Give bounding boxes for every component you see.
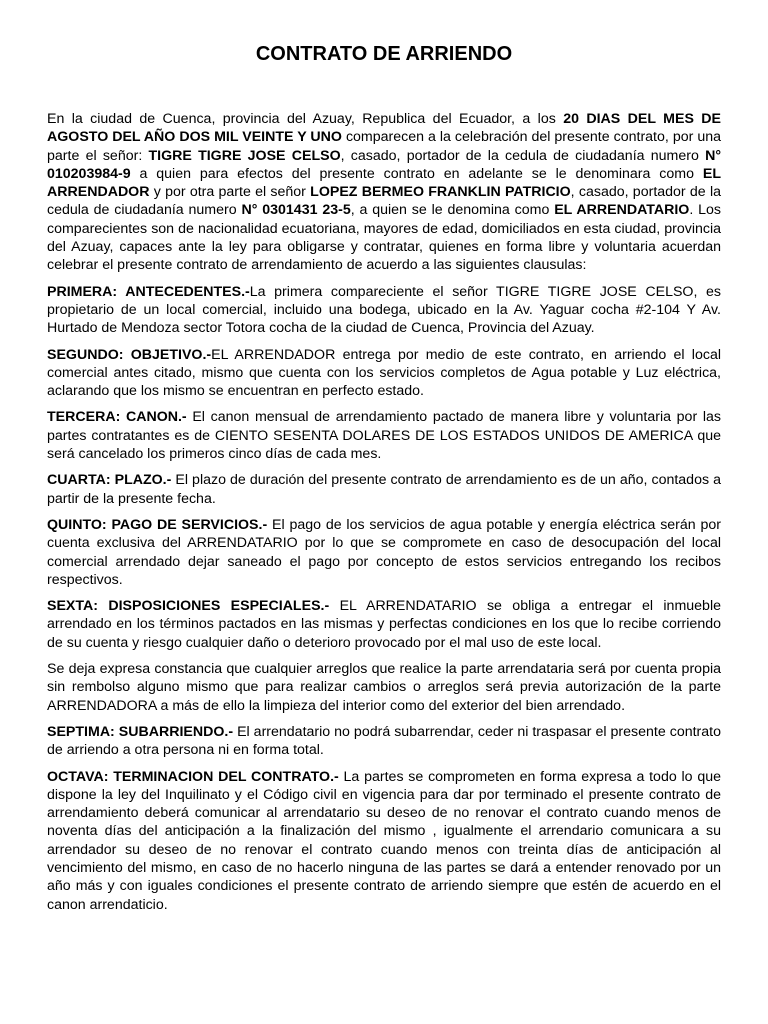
lessee-name: LOPEZ BERMEO FRANKLIN PATRICIO	[310, 184, 571, 201]
lessor-role: EL ARRENDADOR	[47, 165, 721, 201]
clause-text: EL ARRENDADOR entrega por medio de este contrato, en arriendo el local comercial antes citado, mismo que cuenta con los servicios completos de Agua potable y Luz eléctrica, aclarando que los mismo se encuentran en perfecto estado.	[47, 346, 721, 400]
clause-sexta-continued	[47, 660, 721, 715]
intro-text: En la ciudad de Cuenca, provincia del Azuay, Republica del Ecuador, a los	[47, 111, 564, 127]
clause-text: Se deja expresa constancia que cualquier arreglos que realice la parte arrendataria será por cuenta propia sin rembolso alguno mismo que para realizar cambios o arreglos será previa autorización de la parte ARRENDADORA a más de ello la limpieza del interior como del exterior del bien arrendado.	[47, 661, 721, 714]
clause-heading: SEPTIMA: SUBARRIENDO.-	[47, 723, 234, 740]
intro-paragraph	[47, 110, 721, 275]
clause-heading: QUINTO: PAGO DE SERVICIOS.-	[47, 516, 268, 533]
intro-date: 20 DIAS DEL MES DE AGOSTO DEL AÑO DOS MIL VEINTE Y UNO	[47, 111, 722, 146]
clause-text: El arrendatario no podrá subarrendar, ceder ni traspasar el presente contrato de arriendo a otra persona ni en forma total.	[47, 723, 721, 759]
intro-text: a quien para efectos del presente contrato en adelante se le denominara como	[130, 165, 703, 182]
intro-text: y por otra parte el señor	[149, 184, 311, 201]
clause-primera	[47, 283, 721, 338]
clause-text: La partes se comprometen en forma expresa a todo lo que dispone la ley del Inquilinato y el Código civil en vigencia para dar por terminado el presente contrato de arrendamiento deberá comunicar al arrendatario su deseo de no renovar el contrato cuando menos de noventa días del anticipación a la finalización del mismo , igualmente el arrendario comunicara a su arrendador su deseo de no renovar el contrato cuando menos con treinta días de anticipación al vencimiento del mismo, en caso de no hacerlo ninguna de las partes se dará a entender renovado por un año más y con iguales condiciones el presente contrato de arriendo siempre que estén de acuerdo en el canon arrendaticio.	[47, 768, 721, 913]
intro-text: , casado, portador de la cedula de ciudadanía numero	[47, 184, 721, 219]
clause-heading: SEGUNDO: OBJETIVO.-	[47, 346, 212, 363]
intro-text: . Los comparecientes son de nacionalidad ecuatoriana, mayores de edad, domiciliados en esta ciudad, provincia del Azuay, capaces ante la ley para obligarse y contratar, quienes en forma libre y voluntaria acuerdan celebrar el presente contrato de arrendamiento de acuerdo a las siguientes clausulas:	[47, 202, 721, 274]
clause-heading: OCTAVA: TERMINACION DEL CONTRATO.-	[47, 768, 339, 785]
lessee-role: EL ARRENDATARIO	[554, 202, 690, 219]
clause-tercera	[47, 408, 721, 463]
clause-heading: SEXTA: DISPOSICIONES ESPECIALES.-	[47, 598, 330, 615]
lessee-id-number: N° 0301431 23-5	[241, 202, 351, 219]
contract-page	[47, 40, 721, 922]
intro-text: comparecen a la celebración del presente contrato, por una parte el señor:	[47, 129, 721, 164]
clause-text: EL ARRENDATARIO se obliga a entregar el inmueble arrendado en los términos pactados en las mismas y perfectas condiciones en los que lo recibe corriendo de su cuenta y riesgo cualquier daño o deterioro provocado por el mal uso de este local.	[47, 598, 721, 651]
clause-text: La primera compareciente el señor TIGRE TIGRE JOSE CELSO, es propietario de un local comercial, incluido una bodega, ubicado en la Av. Yaguar cocha #2-104 Y Av. Hurtado de Mendoza sector Totora cocha de la ciudad de Cuenca, Provincia del Azuay.	[47, 283, 721, 337]
document-title: CONTRATO DE ARRIENDO	[255, 43, 513, 65]
clause-text: El plazo de duración del presente contrato de arrendamiento es de un año, contados a partir de la presente fecha.	[47, 472, 721, 507]
clause-cuarta	[47, 471, 721, 508]
clause-quinto	[47, 516, 721, 589]
intro-text: , casado, portador de la cedula de ciudadanía numero	[340, 147, 706, 164]
clause-heading: TERCERA: CANON.-	[47, 409, 187, 426]
clause-heading: PRIMERA: ANTECEDENTES.-	[47, 283, 250, 300]
clause-segundo	[47, 346, 721, 401]
clause-text: El canon mensual de arrendamiento pactado de manera libre y voluntaria por las partes contratantes es de CIENTO SESENTA DOLARES DE LOS ESTADOS UNIDOS DE AMERICA que será cancelado los primeros cinco días de cada mes.	[47, 409, 721, 463]
clause-septima	[47, 723, 721, 760]
clause-heading: CUARTA: PLAZO.-	[47, 472, 172, 489]
clause-octava	[47, 768, 721, 914]
intro-text: , a quien se le denomina como	[350, 202, 555, 219]
clause-text: El pago de los servicios de agua potable y energía eléctrica serán por cuenta exclusiva del ARRENDATARIO por lo que se compromete en caso de desocupación del local comercial arrendado dejar saneado el pago por concepto de estos servicios entregando los recibos respectivos.	[47, 516, 721, 588]
clause-sexta	[47, 597, 721, 652]
lessor-name: TIGRE TIGRE JOSE CELSO	[148, 147, 341, 164]
lessor-id-number: N° 010203984-9	[47, 147, 722, 182]
